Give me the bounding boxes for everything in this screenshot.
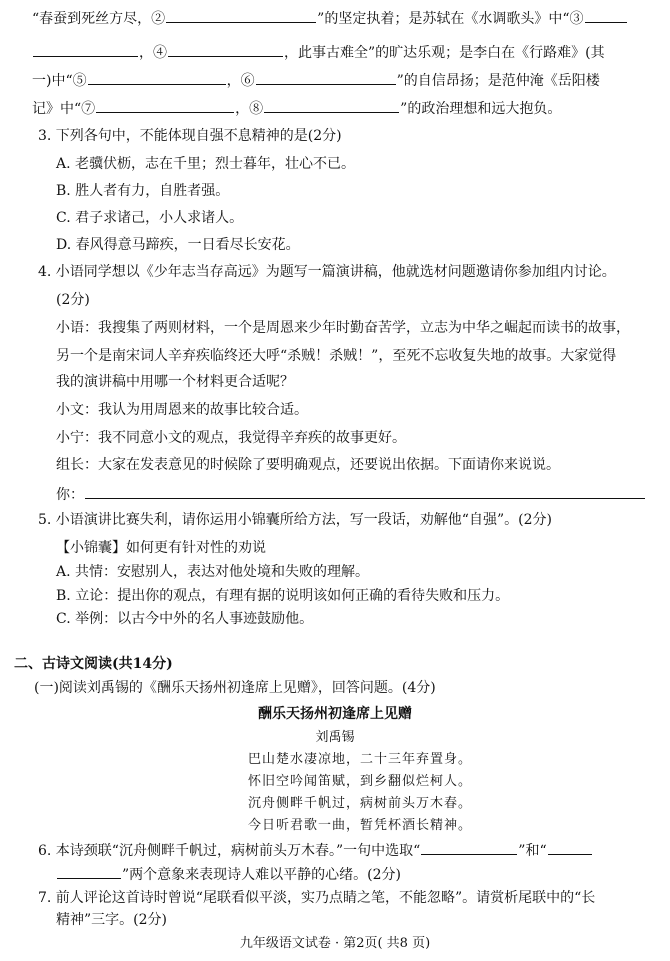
q5-stem: 5. 小语演讲比赛失利，请你运用小锦囊所给方法，写一段话，劝解他“自强”。(2分) xyxy=(38,512,552,528)
q7-line-1: 7. 前人评论这首诗时曾说“尾联看似平淡，实乃点睛之笔，不能忽略”。请赏析尾联中的“长 xyxy=(38,890,596,906)
q3-option-c[interactable]: C. 君子求诸己，小人求诸人。 xyxy=(56,210,244,226)
q2-line-4: 记》中“⑦ ，⑧ ”的政治理想和远大抱负。 xyxy=(32,98,561,119)
q4-xiaoyu-2: 另一个是南宋词人辛弃疾临终还大呼“杀贼！杀贼！”，至死不忘收复失地的故事。大家觉得 xyxy=(56,348,617,364)
part2-heading: 二、古诗文阅读(共14分) xyxy=(14,656,173,672)
q4-you-line: 你： xyxy=(56,484,646,505)
q4-xiaowen: 小文：我认为用周恩来的故事比较合适。 xyxy=(56,402,308,418)
answer-blank-4[interactable] xyxy=(168,42,283,57)
page-footer: 九年级语文试卷 · 第2页( 共8 页) xyxy=(239,936,431,951)
q3-option-d[interactable]: D. 春风得意马蹄疾，一日看尽长安花。 xyxy=(56,237,300,253)
answer-blank-2[interactable] xyxy=(166,8,316,23)
q5-tip-b: B. 立论：提出你的观点，有理有据的说明该如何正确的看待失败和压力。 xyxy=(56,588,510,604)
q5-tip-c: C. 举例：以古今中外的名人事迹鼓励他。 xyxy=(56,611,314,627)
q3-option-b[interactable]: B. 胜人者有力，自胜者强。 xyxy=(56,183,230,199)
q4-score: (2分) xyxy=(56,292,90,308)
q2-line-2: ，④ ，此事古难全”的旷达乐观；是李白在《行路难》(其 xyxy=(32,42,605,63)
q6-blank-1[interactable] xyxy=(421,840,517,855)
q6-blank-2-cont[interactable] xyxy=(57,864,121,879)
answer-blank-6[interactable] xyxy=(256,70,396,85)
q5-tip-a: A. 共情：安慰别人，表达对他处境和失败的理解。 xyxy=(56,564,370,580)
poem-line-2: 怀旧空吟闻笛赋，到乡翻似烂柯人。 xyxy=(248,774,473,789)
poem-line-4: 今日听君歌一曲，暂凭杯酒长精神。 xyxy=(248,818,473,833)
q4-xiaoyu-3: 我的演讲稿中用哪一个材料更合适呢？ xyxy=(56,374,294,390)
q6-line-1: 6. 本诗颈联“沉舟侧畔千帆过，病树前头万木春。”一句中选取“ ”和“ xyxy=(38,840,593,861)
q4-answer-blank[interactable] xyxy=(85,484,645,499)
q4-xiaoyu-1: 小语：我搜集了两则材料，一个是周恩来少年时勤奋苦学，立志为中华之崛起而读书的故事， xyxy=(56,320,630,336)
q4-stem: 4. 小语同学想以《少年志当存高远》为题写一篇演讲稿，他就选材问题邀请你参加组内讨论。 xyxy=(38,264,616,280)
part2-sub1: (一)阅读刘禹锡的《酬乐天扬州初逢席上见赠》，回答问题。(4分) xyxy=(34,680,436,696)
poem-line-1: 巴山楚水凄凉地，二十三年弃置身。 xyxy=(248,752,473,767)
q4-leader: 组长：大家在发表意见的时候除了要明确观点，还要说出依据。下面请你来说说。 xyxy=(56,457,560,473)
q6-line-2: ”两个意象来表现诗人难以平静的心绪。(2分) xyxy=(56,864,401,885)
answer-blank-8[interactable] xyxy=(264,98,399,113)
answer-blank-5[interactable] xyxy=(88,70,226,85)
q2-line-3: 一)中“⑤ ，⑥ ”的自信昂扬；是范仲淹《岳阳楼 xyxy=(32,70,600,91)
q7-line-2: 精神”三字。(2分) xyxy=(56,912,167,928)
answer-blank-3[interactable] xyxy=(585,8,627,23)
answer-blank-3-cont[interactable] xyxy=(33,42,138,57)
q5-tip-title: 【小锦囊】如何更有针对性的劝说 xyxy=(56,540,266,556)
poem-author: 刘禹锡 xyxy=(315,730,355,745)
answer-blank-7[interactable] xyxy=(96,98,234,113)
q2-line-1: “春蚕到死丝方尽，② ”的坚定执着；是苏轼在《水调歌头》中“③ xyxy=(32,8,628,29)
q3-stem: 3. 下列各句中，不能体现自强不息精神的是(2分) xyxy=(38,128,342,144)
q3-option-a[interactable]: A. 老骥伏枥，志在千里；烈士暮年，壮心不已。 xyxy=(56,156,356,172)
q4-xiaoning: 小宁：我不同意小文的观点，我觉得辛弃疾的故事更好。 xyxy=(56,430,406,446)
q6-blank-2[interactable] xyxy=(548,840,592,855)
poem-line-3: 沉舟侧畔千帆过，病树前头万木春。 xyxy=(248,796,473,811)
poem-title: 酬乐天扬州初逢席上见赠 xyxy=(258,706,412,722)
